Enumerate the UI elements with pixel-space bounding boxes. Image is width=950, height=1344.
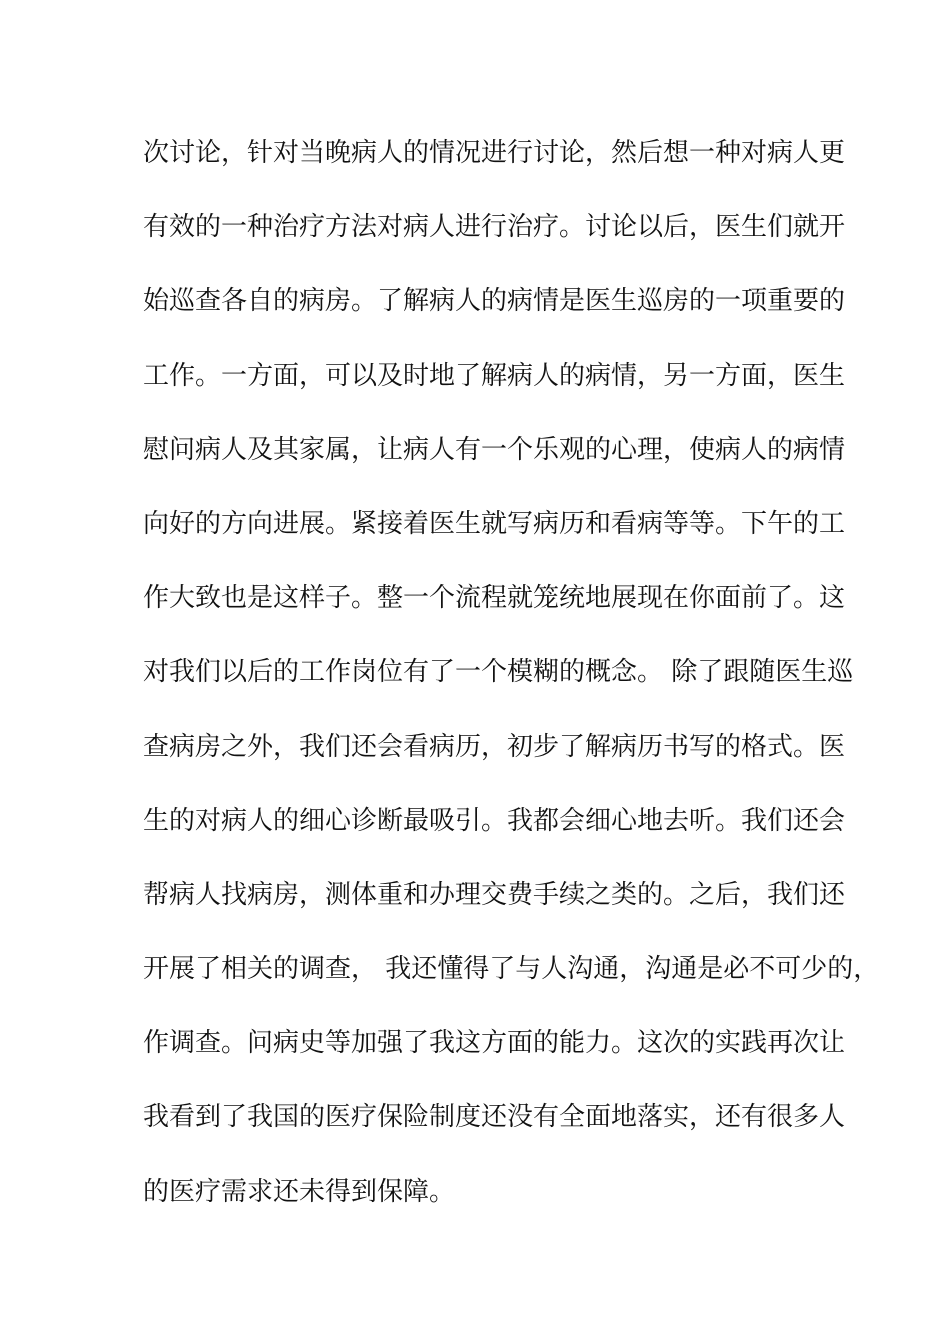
text-line: 始巡查各自的病房。了解病人的病情是医生巡房的一项重要的 bbox=[143, 286, 846, 317]
text-line: 生的对病人的细心诊断最吸引。我都会细心地去听。我们还会 bbox=[143, 805, 846, 836]
text-line: 帮病人找病房，测体重和办理交费手续之类的。之后，我们还 bbox=[143, 879, 846, 910]
text-line: 我看到了我国的医疗保险制度还没有全面地落实，还有很多人 bbox=[143, 1102, 846, 1133]
text-line: 作调查。问病史等加强了我这方面的能力。这次的实践再次让 bbox=[143, 1028, 846, 1059]
text-line: 对我们以后的工作岗位有了一个模糊的概念。 除了跟随医生巡 bbox=[143, 657, 854, 688]
text-line: 向好的方向进展。紧接着医生就写病历和看病等等。下午的工 bbox=[143, 508, 846, 539]
body-text bbox=[143, 128, 880, 1241]
text-line: 工作。一方面，可以及时地了解病人的病情，另一方面，医生 bbox=[143, 360, 846, 391]
text-line: 的医疗需求还未得到保障。 bbox=[143, 1176, 456, 1207]
text-line: 慰问病人及其家属，让病人有一个乐观的心理，使病人的病情 bbox=[143, 434, 846, 465]
text-line: 作大致也是这样子。整一个流程就笼统地展现在你面前了。这 bbox=[143, 583, 846, 614]
text-line: 查病房之外，我们还会看病历，初步了解病历书写的格式。医 bbox=[143, 731, 846, 762]
text-line: 有效的一种治疗方法对病人进行治疗。讨论以后，医生们就开 bbox=[143, 212, 846, 243]
text-line: 次讨论，针对当晚病人的情况进行讨论，然后想一种对病人更 bbox=[143, 138, 846, 168]
text-line: 开展了相关的调查， 我还懂得了与人沟通，沟通是必不可少的， bbox=[143, 954, 880, 985]
